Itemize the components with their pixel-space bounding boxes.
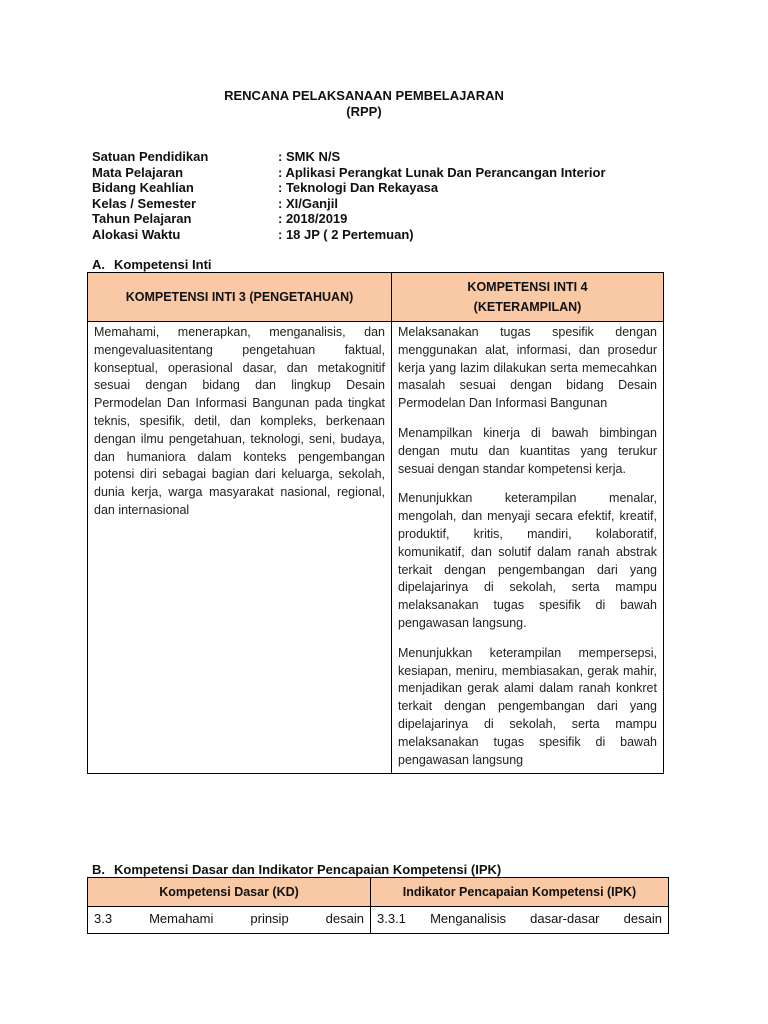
ki4-header-line2: (KETERAMPILAN) (473, 300, 582, 314)
ki4-header-line1: KOMPETENSI INTI 4 (467, 280, 588, 294)
ipk-cell: 3.3.1 Menganalisis dasar-dasar desain (371, 907, 669, 934)
section-letter: A. (92, 257, 105, 272)
identity-value: : Aplikasi Perangkat Lunak Dan Perancangan Interior (278, 164, 606, 180)
ki4-paragraph: Menunjukkan keterampilan menalar, mengolah, dan menyaji secara efektif, kreatif, produktif, kritis, mandiri, kolaboratif, komunikatif, dan solutif dalam ranah abstrak terkait dengan pengembangan dari yang dipelajarinya di sekolah, serta mampu melaksanakan tugas spesifik di bawah pengawasan langsung. (398, 491, 657, 630)
section-title: Kompetensi Dasar dan Indikator Pencapaian Kompetensi (IPK) (114, 862, 502, 877)
identity-label: Kelas / Semester (92, 195, 197, 211)
kd-header: Kompetensi Dasar (KD) (88, 878, 371, 907)
identity-value: : SMK N/S (278, 149, 341, 164)
identity-value: : 18 JP ( 2 Pertemuan) (278, 226, 414, 242)
ki4-paragraph: Menunjukkan keterampilan mempersepsi, kesiapan, meniru, membiasakan, gerak mahir, menjadikan gerak alami dalam ranah konkret terkait dengan pengembangan dari yang dipelajarinya di sekolah, serta mampu melaksanakan tugas spesifik di bawah pengawasan langsung (398, 645, 657, 767)
identity-label: Mata Pelajaran (92, 164, 184, 180)
identity-label: Satuan Pendidikan (92, 149, 209, 164)
identity-row-satuan (92, 149, 606, 165)
section-b-heading (92, 862, 501, 877)
kompetensi-inti-table (87, 272, 664, 774)
document-title: RENCANA PELAKSANAAN PEMBELAJARAN (224, 88, 504, 103)
ki4-paragraph: Melaksanakan tugas spesifik dengan menggunakan alat, informasi, dan prosedur kerja yang lazim dilakukan serta memecahkan masalah sesuai dengan bidang Desain Permodelan Dan Informasi Bangunan (398, 325, 657, 411)
identity-label: Tahun Pelajaran (92, 211, 192, 227)
kd-cell: 3.3 Memahami prinsip desain (88, 907, 371, 934)
ki3-text: Memahami, menerapkan, menganalisis, dan mengevaluasitentang pengetahuan faktual, konseptual, operasional dasar, dan metakognitif sesuai dengan bidang dan lingkup Desain Permodelan Dan Informasi Bangunan pada tingkat teknis, spesifik, detil, dan kompleks, berkenaan dengan ilmu pengetahuan, teknologi, seni, budaya, dan humaniora dalam konteks pengembangan potensi diri sebagai bagian dari keluarga, sekolah, dunia kerja, warga masyarakat nasional, regional, dan internasional (94, 325, 385, 517)
section-letter: B. (92, 862, 105, 877)
identity-block (92, 149, 606, 243)
ki4-paragraph: Menampilkan kinerja di bawah bimbingan dengan mutu dan kuantitas yang terukur sesuai dengan standar kompetensi kerja. (398, 425, 657, 476)
identity-row-kelas (92, 196, 606, 212)
identity-value: : XI/Ganjil (278, 195, 338, 211)
identity-value: : 2018/2019 (278, 211, 348, 227)
document-subtitle: (RPP) (346, 104, 382, 119)
identity-row-tahun (92, 211, 606, 227)
ki4-cell (392, 322, 664, 774)
section-title: Kompetensi Inti (114, 257, 212, 272)
ki4-header (392, 273, 664, 322)
kd-ipk-table (87, 877, 669, 934)
identity-value: : Teknologi Dan Rekayasa (278, 180, 439, 196)
section-a-heading (92, 257, 212, 272)
ki3-header: KOMPETENSI INTI 3 (PENGETAHUAN) (88, 273, 392, 322)
identity-row-alokasi (92, 227, 606, 243)
identity-label: Bidang Keahlian (92, 180, 194, 196)
ki3-cell (88, 322, 392, 774)
ipk-header: Indikator Pencapaian Kompetensi (IPK) (371, 878, 669, 907)
identity-label: Alokasi Waktu (92, 226, 181, 242)
identity-row-mapel (92, 165, 606, 181)
identity-row-bidang (92, 180, 606, 196)
